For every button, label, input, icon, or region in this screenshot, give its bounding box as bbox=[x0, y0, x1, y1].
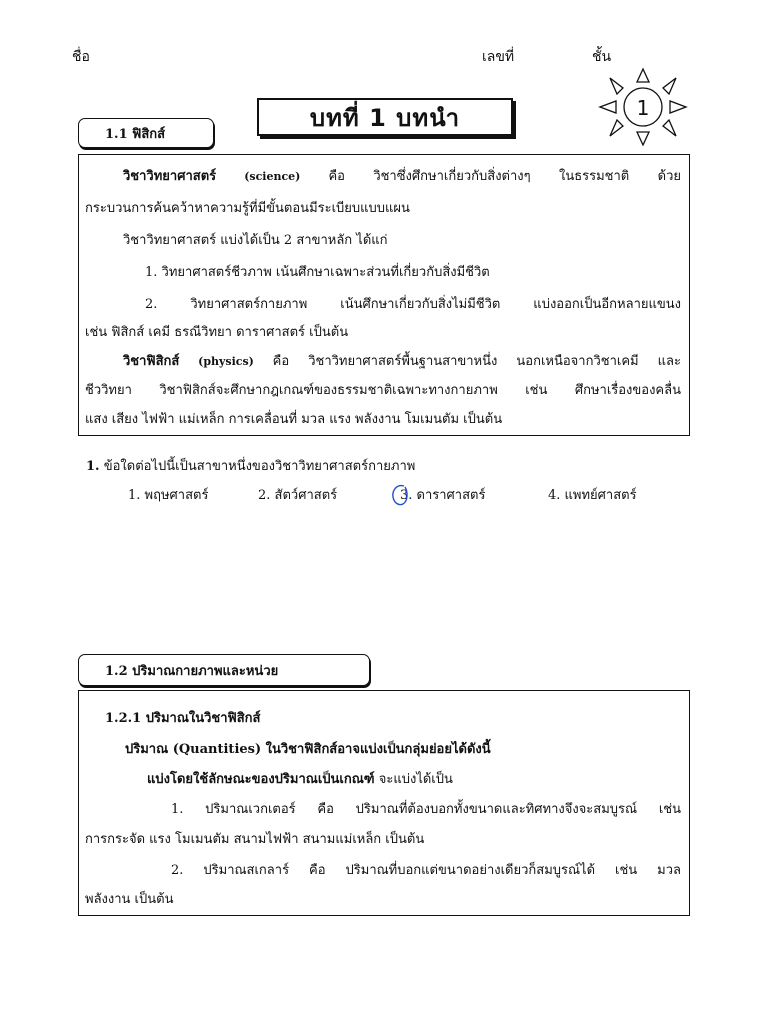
class-label: ชั้น bbox=[592, 49, 612, 65]
list-item: 2. วิทยาศาสตร์กายภาพ เน้นศึกษาเกี่ยวกับสิ่งไม่มีชีวิต แบ่งออกเป็นอีกหลายแขนง bbox=[145, 297, 681, 312]
paragraph-text: กระบวนการค้นคว้าหาความรู้ที่มีขั้นตอนมีระเบียบแบบแผน bbox=[85, 201, 410, 216]
question-text: ข้อใดต่อไปนี้เป็นสาขาหนึ่งของวิชาวิทยาศาสตร์กายภาพ bbox=[99, 459, 416, 474]
list-item-continued: การกระจัด แรง โมเมนตัม สนามไฟฟ้า สนามแม่เหล็ก เป็นต้น bbox=[85, 832, 425, 847]
sub-heading: 1.2.1 ปริมาณในวิชาฟิสิกส์ bbox=[105, 711, 261, 726]
paragraph-text: ชีววิทยา วิชาฟิสิกส์จะศึกษากฎเกณฑ์ของธรรมชาติเฉพาะทางกายภาพ เช่น ศึกษาเรื่องของคลื่น bbox=[85, 383, 681, 398]
criteria-bold: แบ่งโดยใช้ลักษณะของปริมาณเป็นเกณฑ์ bbox=[147, 772, 375, 787]
paragraph-quantities: ปริมาณ (Quantities) ในวิชาฟิสิกส์อาจแบ่งเป็นกลุ่มย่อยได้ดังนี้ bbox=[125, 742, 491, 757]
list-item: 2. ปริมาณสเกลาร์ คือ ปริมาณที่บอกแต่ขนาดอย่างเดียวก็สมบูรณ์ได้ เช่น มวล bbox=[171, 863, 681, 878]
question-1 bbox=[86, 455, 415, 476]
question-option-1[interactable]: 1. พฤษศาสตร์ bbox=[128, 488, 209, 503]
term-science: วิชาวิทยาศาสตร์ bbox=[123, 169, 217, 184]
answer-circle-mark bbox=[391, 483, 409, 507]
sun-badge-number: 1 bbox=[636, 96, 650, 120]
paragraph-text: วิชาวิทยาศาสตร์ แบ่งได้เป็น 2 สาขาหลัก ได้แก่ bbox=[123, 233, 388, 248]
question-option-2[interactable]: 2. สัตว์ศาสตร์ bbox=[258, 488, 338, 503]
paragraph-text: คือ วิชาซึ่งศึกษาเกี่ยวกับสิ่งต่างๆ ในธรรมชาติ ด้วย bbox=[328, 169, 681, 184]
paragraph-physics bbox=[123, 350, 681, 371]
question-option-3[interactable]: 3. ดาราศาสตร์ bbox=[400, 488, 486, 503]
term-science-en: (science) bbox=[216, 170, 329, 183]
chapter-title: บทที่ 1 บทนำ bbox=[257, 98, 513, 136]
paragraph-science bbox=[123, 165, 681, 186]
list-item-continued: พลังงาน เป็นต้น bbox=[85, 892, 174, 907]
name-label: ชื่อ bbox=[72, 49, 90, 65]
paragraph-criteria bbox=[147, 768, 453, 789]
paragraph-text: คือ วิชาวิทยาศาสตร์พื้นฐานสาขาหนึ่ง นอกเหนือจากวิชาเคมี และ bbox=[272, 354, 681, 369]
section-1-2-box bbox=[78, 690, 690, 916]
criteria-text: จะแบ่งได้เป็น bbox=[374, 772, 453, 787]
paragraph-text: แสง เสียง ไฟฟ้า แม่เหล็ก การเคลื่อนที่ มวล แรง พลังงาน โมเมนตัม เป็นต้น bbox=[85, 412, 503, 427]
section-tab-1-2 bbox=[78, 654, 370, 686]
list-item: 1. ปริมาณเวกเตอร์ คือ ปริมาณที่ต้องบอกทั้งขนาดและทิศทางจึงจะสมบูรณ์ เช่น bbox=[171, 802, 681, 817]
section-tab-1-1 bbox=[78, 118, 214, 148]
number-label: เลขที่ bbox=[482, 49, 515, 65]
section-tab-label: 1.1 ฟิสิกส์ bbox=[105, 126, 166, 142]
question-number: 1. bbox=[86, 459, 100, 474]
question-option-4[interactable]: 4. แพทย์ศาสตร์ bbox=[548, 488, 637, 503]
term-physics: วิชาฟิสิกส์ bbox=[123, 354, 180, 369]
sun-badge-icon bbox=[596, 66, 690, 146]
section-tab-label: 1.2 ปริมาณกายภาพและหน่วย bbox=[105, 663, 279, 679]
list-item: 1. วิทยาศาสตร์ชีวภาพ เน้นศึกษาเฉพาะส่วนที่เกี่ยวกับสิ่งมีชีวิต bbox=[145, 265, 490, 280]
term-physics-en: (physics) bbox=[179, 355, 273, 368]
list-item-continued: เช่น ฟิสิกส์ เคมี ธรณีวิทยา ดาราศาสตร์ เป็นต้น bbox=[85, 325, 349, 340]
section-1-1-box bbox=[78, 154, 690, 436]
